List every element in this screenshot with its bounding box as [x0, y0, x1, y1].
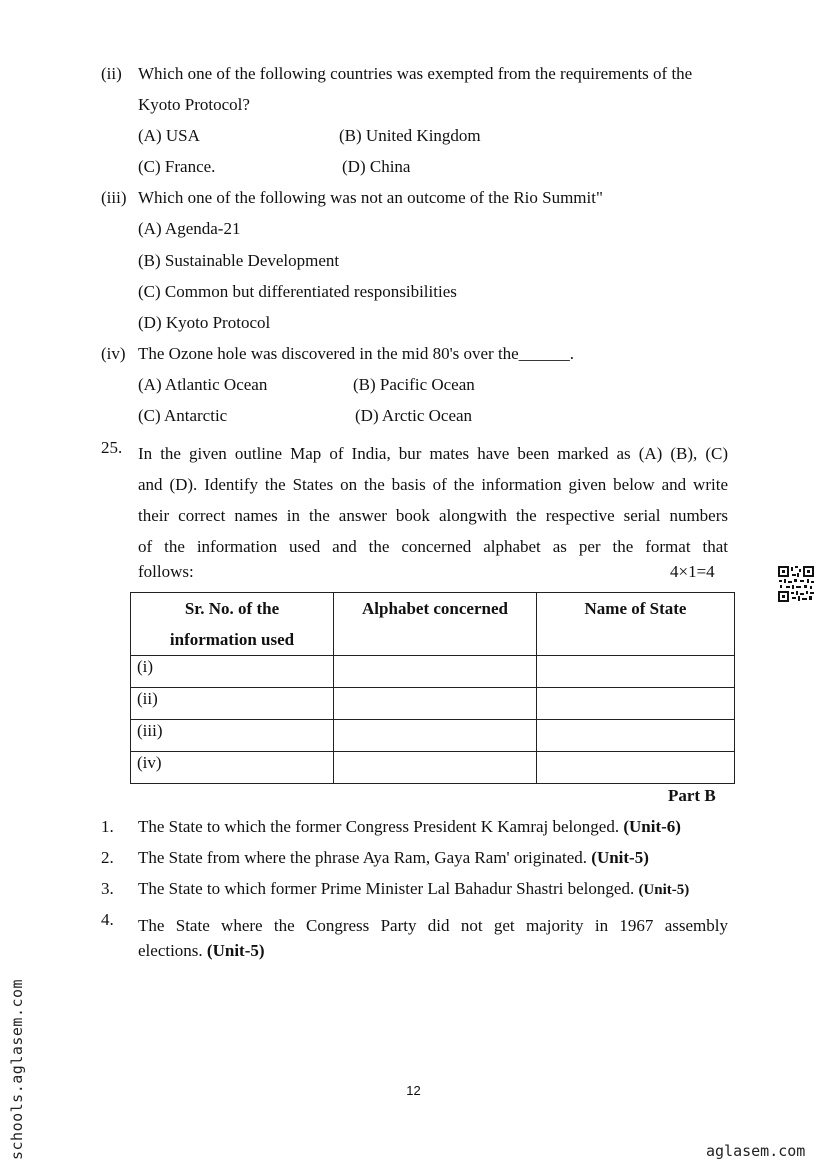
part-b-item-text: The State to which former Prime Minister Lal Bahadur Shastri belonged.	[138, 879, 635, 898]
table-cell-state	[537, 688, 735, 720]
part-b-item-unit: (Unit-5)	[591, 848, 649, 867]
table-cell-state	[537, 720, 735, 752]
part-b-item	[138, 848, 649, 868]
question-number-ii: (ii)	[101, 64, 122, 83]
part-b-item-text: The State to which the former Congress President K Kamraj belonged.	[138, 817, 620, 836]
question-25-line: In the given outline Map of India, bur mates have been marked as (A) (B), (C)	[138, 444, 728, 463]
part-b-item	[138, 879, 689, 899]
table-cell-serial: (iv)	[131, 752, 334, 784]
part-b-heading: Part B	[668, 786, 716, 805]
part-b-item	[138, 817, 681, 837]
part-b-item-number: 3.	[101, 879, 114, 898]
table-cell-alphabet	[334, 688, 537, 720]
option-d-iii: (D) Kyoto Protocol	[138, 313, 271, 332]
table-row	[131, 720, 735, 752]
part-b-item-text: elections.	[138, 941, 203, 960]
table-cell-alphabet	[334, 656, 537, 688]
table-header-state: Name of State	[537, 593, 735, 656]
table-cell-serial: (iii)	[131, 720, 334, 752]
option-d-iv: (D) Arctic Ocean	[355, 406, 473, 425]
option-b-ii: (B) United Kingdom	[339, 126, 481, 145]
table-header-row	[131, 593, 735, 656]
part-b-item-unit: (Unit-5)	[638, 882, 690, 898]
part-b-item-number: 1.	[101, 817, 114, 836]
question-text-25	[138, 438, 728, 562]
part-b-item-unit: (Unit-5)	[206, 941, 265, 960]
part-b-item-number: 4.	[101, 910, 114, 929]
part-b-item-text: The State from where the phrase Aya Ram, Gaya Ram' originated.	[138, 848, 588, 867]
option-c-iii: (C) Common but differentiated responsibilities	[138, 282, 457, 301]
table-header-alphabet: Alphabet concerned	[334, 593, 537, 656]
table-row	[131, 656, 735, 688]
option-b-iv: (B) Pacific Ocean	[353, 375, 475, 394]
question-text-ii-line2: Kyoto Protocol?	[138, 95, 250, 114]
table-cell-state	[537, 656, 735, 688]
table-header-serial	[131, 593, 334, 656]
question-text-ii-line1: Which one of the following countries was exempted from the requirements of the	[138, 64, 693, 83]
table-row	[131, 752, 735, 784]
question-25-line: their correct names in the answer book alongwith the respective serial numbers	[138, 506, 728, 525]
qr-code-icon	[777, 565, 815, 603]
marks-allocation: 4×1=4	[670, 562, 715, 581]
bottom-watermark: aglasem.com	[706, 1142, 806, 1160]
option-a-iv: (A) Atlantic Ocean	[138, 375, 268, 394]
page-number: 12	[406, 1083, 421, 1098]
part-b-item-continuation	[138, 941, 265, 961]
part-b-item-unit: (Unit-6)	[623, 817, 681, 836]
option-d-ii: (D) China	[342, 157, 411, 176]
question-25-last-line: follows:	[138, 562, 194, 581]
table-header-serial-line2: information used	[169, 630, 295, 649]
option-c-iv: (C) Antarctic	[138, 406, 228, 425]
question-text-iv: The Ozone hole was discovered in the mid 80's over the______.	[138, 344, 574, 363]
answer-format-table	[130, 592, 735, 784]
table-cell-alphabet	[334, 720, 537, 752]
part-b-item-text: The State where the Congress Party did not get majority in 1967 assembly	[138, 916, 728, 935]
part-b-item	[138, 910, 728, 941]
table-cell-serial: (i)	[131, 656, 334, 688]
table-cell-serial: (ii)	[131, 688, 334, 720]
option-c-ii: (C) France.	[138, 157, 216, 176]
table-header-serial-line1: Sr. No. of the	[184, 599, 280, 618]
part-b-item-number: 2.	[101, 848, 114, 867]
question-text-iii: Which one of the following was not an outcome of the Rio Summit"	[138, 188, 603, 207]
question-number-25: 25.	[101, 438, 123, 457]
question-25-line: and (D). Identify the States on the basis of the information given below and write	[138, 475, 728, 494]
question-number-iv: (iv)	[101, 344, 126, 363]
table-row	[131, 688, 735, 720]
table-cell-alphabet	[334, 752, 537, 784]
side-watermark: schools.aglasem.com	[8, 978, 26, 1160]
option-a-ii: (A) USA	[138, 126, 200, 145]
table-cell-state	[537, 752, 735, 784]
question-25-line: of the information used and the concerned alphabet as per the format that	[138, 537, 728, 556]
question-number-iii: (iii)	[101, 188, 127, 207]
option-a-iii: (A) Agenda-21	[138, 219, 241, 238]
option-b-iii: (B) Sustainable Development	[138, 251, 340, 270]
